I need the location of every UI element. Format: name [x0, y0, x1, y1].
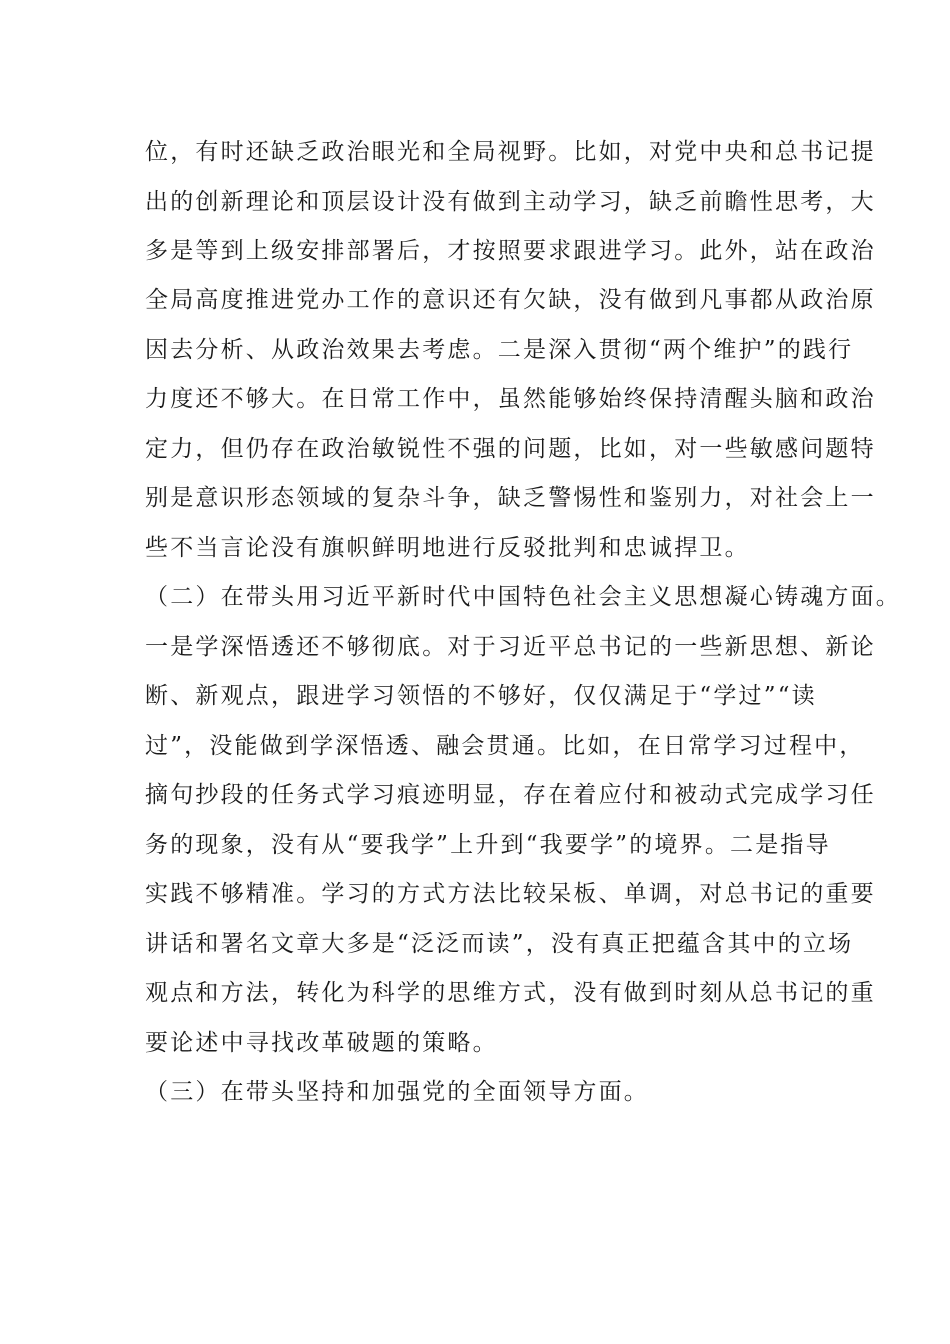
text-line: 要论述中寻找改革破题的策略。 [145, 1030, 498, 1056]
text-line: 讲话和署名文章大多是“泛泛而读”，没有真正把蕴含其中的立场 [145, 931, 854, 957]
text-line: 实践不够精准。学习的方式方法比较呆板、单调，对总书记的重要 [145, 881, 876, 907]
text-line: 摘句抄段的任务式学习痕迹明显，存在着应付和被动式完成学习任 [145, 782, 876, 808]
section-heading-3: （三）在带头坚持和加强党的全面领导方面。 [145, 1079, 649, 1105]
text-line: 全局高度推进党办工作的意识还有欠缺，没有做到凡事都从政治原 [145, 287, 876, 313]
text-line: 别是意识形态领域的复杂斗争，缺乏警惕性和鉴别力，对社会上一 [145, 485, 876, 511]
text-line: 过”，没能做到学深悟透、融会贯通。比如，在日常学习过程中， [145, 733, 865, 759]
text-line: 力度还不够大。在日常工作中，虽然能够始终保持清醒头脑和政治 [145, 386, 876, 412]
text-line: 一是学深悟透还不够彻底。对于习近平总书记的一些新思想、新论 [145, 634, 876, 660]
text-line: 定力，但仍存在政治敏锐性不强的问题，比如，对一些敏感问题特 [145, 436, 876, 462]
text-line: 断、新观点，跟进学习领悟的不够好，仅仅满足于“学过”“读 [145, 683, 817, 709]
text-line: 出的创新理论和顶层设计没有做到主动学习，缺乏前瞻性思考，大 [145, 189, 876, 215]
section-heading-2: （二）在带头用习近平新时代中国特色社会主义思想凝心铸魂方面。 [145, 584, 901, 610]
text-line: 务的现象，没有从“要我学”上升到“我要学”的境界。二是指导 [145, 832, 831, 858]
text-line: 多是等到上级安排部署后，才按照要求跟进学习。此外，站在政治 [145, 238, 876, 264]
text-line: 观点和方法，转化为科学的思维方式，没有做到时刻从总书记的重 [145, 980, 876, 1006]
text-line: 些不当言论没有旗帜鲜明地进行反驳批判和忠诚捍卫。 [145, 535, 750, 561]
text-line: 位，有时还缺乏政治眼光和全局视野。比如，对党中央和总书记提 [145, 139, 876, 165]
text-line: 因去分析、从政治效果去考虑。二是深入贯彻“两个维护”的践行 [145, 337, 854, 363]
